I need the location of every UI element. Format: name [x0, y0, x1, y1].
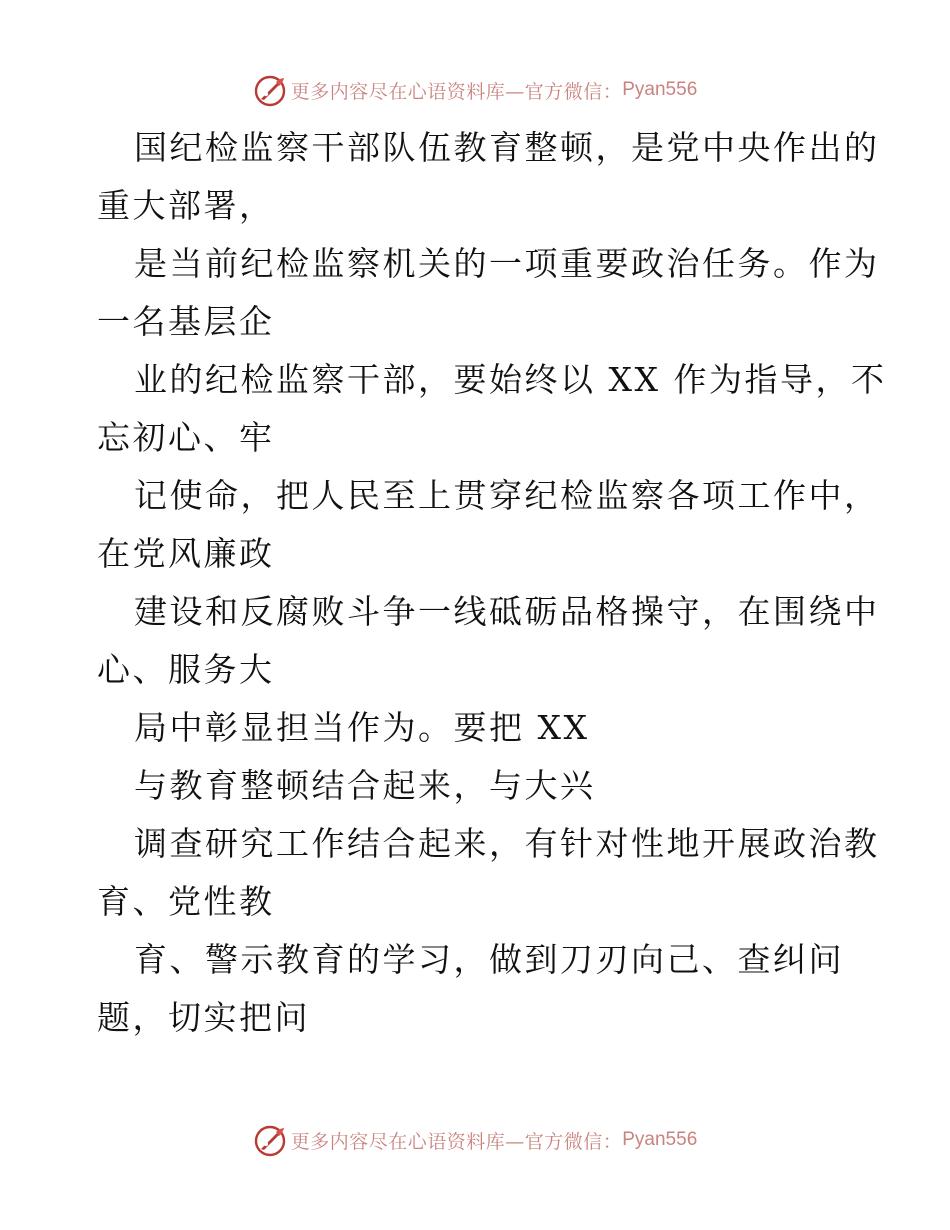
- text-line: 与教育整顿结合起来，与大兴: [134, 766, 596, 805]
- text-line: 重大部署，: [97, 186, 275, 225]
- text-line: 题，切实把问: [97, 998, 310, 1037]
- text-line: 在党风廉政: [97, 534, 275, 573]
- text-line: 是当前纪检监察机关的一项重要政治任务。作为: [134, 244, 880, 283]
- text-line: 一名基层企: [97, 302, 275, 341]
- text-line: 业的纪检监察干部，要始终以 XX 作为指导，不: [134, 360, 887, 399]
- text-line: 育、党性教: [97, 882, 275, 921]
- text-line: 国纪检监察干部队伍教育整顿，是党中央作出的: [134, 128, 880, 167]
- text-line: 忘初心、牢: [97, 418, 275, 457]
- text-line: 局中彰显担当作为。要把 XX: [134, 708, 590, 747]
- watermark-wechat-id: Pyan556: [622, 79, 698, 100]
- header-watermark: [0, 70, 950, 110]
- watermark-wechat-id: Pyan556: [622, 1129, 698, 1150]
- quill-logo-icon: [253, 73, 287, 107]
- text-line: 调查研究工作结合起来，有针对性地开展政治教: [134, 824, 880, 863]
- text-line: 建设和反腐败斗争一线砥砺品格操守，在围绕中: [134, 592, 880, 631]
- quill-logo-icon: [253, 1123, 287, 1157]
- footer-watermark: [0, 1120, 950, 1160]
- text-line: 心、服务大: [97, 650, 275, 689]
- watermark-text: 更多内容尽在心语资料库—官方微信：: [290, 80, 623, 103]
- text-line: 记使命，把人民至上贯穿纪检监察各项工作中，: [134, 476, 880, 515]
- text-line: 育、警示教育的学习，做到刀刃向己、查纠问: [134, 940, 844, 979]
- watermark-text: 更多内容尽在心语资料库—官方微信：: [290, 1130, 623, 1153]
- document-body: [97, 119, 887, 1047]
